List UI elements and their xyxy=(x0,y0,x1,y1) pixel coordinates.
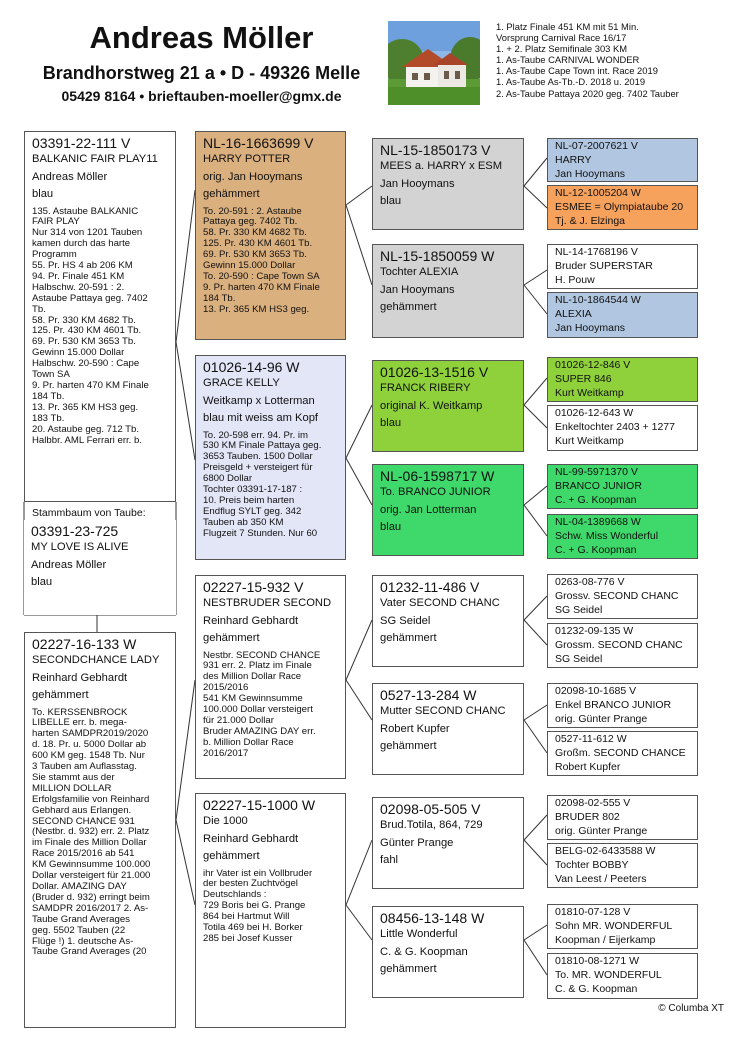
achievement-item: 1. As-Taube CARNIVAL WONDER xyxy=(496,54,640,66)
ring-number: NL-10-1864544 W xyxy=(555,294,641,306)
feather-color: blau mit weiss am Kopf xyxy=(203,412,319,424)
pigeon-name: Vater SECOND CHANC xyxy=(380,597,500,609)
pedigree-card-gen3[interactable] xyxy=(372,360,524,452)
feather-color: gehämmert xyxy=(380,632,437,644)
pedigree-card-gen4[interactable] xyxy=(547,683,698,728)
pedigree-card-dam-dam[interactable] xyxy=(195,793,346,1028)
owner: C. + G. Koopman xyxy=(555,494,637,506)
achievement-item: Vorsprung Carnival Race 16/17 xyxy=(496,32,627,44)
pigeon-name: Tochter BOBBY xyxy=(555,859,629,871)
ring-number: NL-07-2007621 V xyxy=(555,140,638,152)
feather-color: blau xyxy=(32,188,54,200)
ring-number: 02227-16-133 W xyxy=(32,636,137,652)
ring-number: BELG-02-6433588 W xyxy=(555,845,656,857)
pigeon-name: MY LOVE IS ALIVE xyxy=(31,541,129,553)
pigeon-name: MEES a. HARRY x ESM xyxy=(380,160,503,172)
owner: Reinhard Gebhardt xyxy=(203,614,299,627)
ring-number: 01810-07-128 V xyxy=(555,906,631,918)
pedigree-card-gen4[interactable] xyxy=(547,185,698,230)
performance-notes: To. KERSSENBROCK LIBELLE err. b. mega- harten SAMDPR2019/2020 d. 18. Pr. u. 5000 Dollar ab 600 KM geg. 1548 Tb. Nur 3 Tauben am Auflasstag. Sie stammt aus der MILLION DOLLAR Erfolgsfamilie von Reinhard Gebhard aus Erlangen. SECOND CHANCE 931 (Nestbr. d. 932) err. 2. Platz im Finale des Million Dollar Race 2015/2016 ab 541 KM Gewinnsumme 100.000 Dollar versteigert für 21.000 Dollar. AMAZING DAY (Bruder d. 932) erringt beim SAMDPR 2016/2017 2. As- Taube Grand Averages geg. 5502 Tauben (22 Flüge !) 1. deutsche As- Taube Grand Averages (20 xyxy=(32,706,151,958)
owner: Tj. & J. Elzinga xyxy=(555,215,626,227)
owner: Andreas Möller xyxy=(32,170,108,183)
pigeon-name: Mutter SECOND CHANC xyxy=(380,705,506,717)
pigeon-name: Brud.Totila, 864, 729 xyxy=(380,819,483,831)
pigeon-name: BRUDER 802 xyxy=(555,811,620,823)
copyright-notice: © Columba XT xyxy=(658,1003,724,1014)
performance-notes: 135. Astaube BALKANIC FAIR PLAY Nur 314 von 1201 Tauben kamen durch das harte Programm 55. Pr. HS 4 ab 206 KM 94. Pr. Finale 451 KM Halbschw. 20-591 : 2. Astaube Pattaya geg. 7402 Tb. 58. Pr. 330 KM 4682 Tb. 125. Pr. 430 KM 4601 Tb. 69. Pr. 530 KM 3653 Tb. Gewinn 15.000 Dollar Halbschw. 20-590 : Cape Town SA 9. Pr. harten 470 KM Finale 184 Tb. 13. Pr. 365 KM HS3 geg. 183 Tb. 20. Astaube geg. 712 Tb. Halbbr. AML Ferrari err. b. xyxy=(32,205,149,446)
ring-number: 01026-12-846 V xyxy=(555,359,631,371)
owner: Andreas Möller xyxy=(31,558,107,571)
pedigree-card-gen4[interactable] xyxy=(547,623,698,668)
pigeon-name: Little Wonderful xyxy=(380,928,458,940)
ring-number: 02227-15-932 V xyxy=(203,579,304,595)
performance-notes: To. 20-591 : 2. Astaube Pattaya geg. 7402 Tb. 58. Pr. 330 KM 4682 Tb. 125. Pr. 430 KM 4601 Tb. 69. Pr. 530 KM 3653 Tb. Gewinn 15.000 Dollar To. 20-590 : Cape Town SA 9. Pr. harten 470 KM Finale 184 Tb. 13. Pr. 365 KM HS3 geg. xyxy=(203,205,320,315)
performance-notes: Nestbr. SECOND CHANCE 931 err. 2. Platz im Finale des Million Dollar Race 2015/2016 541 KM Gewinnsumme 100.000 Dollar versteigert für 21.000 Dollar Bruder AMAZING DAY err. b. Million Dollar Race 2016/2017 xyxy=(203,649,321,759)
feather-color: gehämmert xyxy=(380,301,437,313)
breeder-address: Brandhorstweg 21 a • D - 49326 Melle xyxy=(42,63,361,83)
ring-number: 01026-14-96 W xyxy=(203,359,300,375)
ring-number: NL-99-5971370 V xyxy=(555,466,638,478)
owner: Jan Hooymans xyxy=(380,283,455,296)
owner: SG Seidel xyxy=(380,614,431,627)
pedigree-card-gen3[interactable] xyxy=(372,464,524,556)
feather-color: gehämmert xyxy=(203,632,260,644)
pigeon-name: To. MR. WONDERFUL xyxy=(555,969,662,981)
pigeon-name: Grossv. SECOND CHANC xyxy=(555,590,679,602)
owner: C. & G. Koopman xyxy=(555,983,638,995)
ring-number: 01810-08-1271 W xyxy=(555,955,640,967)
ring-number: 02098-02-555 V xyxy=(555,797,631,809)
owner: original K. Weitkamp xyxy=(380,399,483,412)
ring-number: NL-15-1850173 V xyxy=(380,142,491,158)
owner: orig. Jan Lotterman xyxy=(380,503,477,516)
ring-number: NL-06-1598717 W xyxy=(380,468,495,484)
pedigree-card-sire[interactable] xyxy=(24,131,176,502)
ring-number: 08456-13-148 W xyxy=(380,910,485,926)
pedigree-card-gen4[interactable] xyxy=(547,244,698,289)
pedigree-card-gen4[interactable] xyxy=(547,138,698,182)
owner: orig. Jan Hooymans xyxy=(203,170,303,183)
feather-color: gehämmert xyxy=(203,850,260,862)
owner: Robert Kupfer xyxy=(380,722,450,735)
achievement-item: 1. As-Taube As-Tb.-D. 2018 u. 2019 xyxy=(496,76,646,88)
feather-color: blau xyxy=(31,576,53,588)
pedigree-card-gen4[interactable] xyxy=(547,904,698,949)
pigeon-name: Schw. Miss Wonderful xyxy=(555,530,659,542)
pigeon-name: Sohn MR. WONDERFUL xyxy=(555,920,673,932)
owner: orig. Günter Prange xyxy=(555,713,648,725)
breeder-name: Andreas Möller xyxy=(89,20,314,55)
ring-number: 01232-11-486 V xyxy=(380,579,480,595)
pigeon-name: HARRY POTTER xyxy=(203,153,291,165)
owner: Jan Hooymans xyxy=(555,322,626,334)
ring-number: NL-14-1768196 V xyxy=(555,246,638,258)
owner: Reinhard Gebhardt xyxy=(32,671,128,684)
pigeon-name: BRANCO JUNIOR xyxy=(555,480,642,492)
ring-number: 0527-11-612 W xyxy=(555,733,627,745)
owner: Jan Hooymans xyxy=(380,177,455,190)
breeder-contact: 05429 8164 • brieftauben-moeller@gmx.de xyxy=(61,88,342,104)
ring-number: 03391-23-725 xyxy=(31,523,119,539)
ring-number: 01026-12-643 W xyxy=(555,407,634,419)
pigeon-name: HARRY xyxy=(555,154,592,166)
pigeon-name: FRANCK RIBERY xyxy=(380,382,471,394)
achievement-item: 1. As-Taube Cape Town int. Race 2019 xyxy=(496,65,658,77)
pedigree-card-sire-dam[interactable] xyxy=(195,355,346,560)
achievement-item: 1. Platz Finale 451 KM mit 51 Min. xyxy=(496,21,639,32)
stammbaum-label: Stammbaum von Taube: xyxy=(32,507,146,519)
pedigree-card-gen4[interactable] xyxy=(547,731,698,776)
pedigree-card-gen3[interactable] xyxy=(372,244,524,338)
pedigree-card-dam-sire[interactable] xyxy=(195,575,346,779)
owner: SG Seidel xyxy=(555,653,603,665)
feather-color: blau xyxy=(380,417,402,429)
owner: Kurt Weitkamp xyxy=(555,435,624,447)
pedigree-card-gen3[interactable] xyxy=(372,683,524,775)
feather-color: gehämmert xyxy=(380,740,437,752)
pigeon-name: Bruder SUPERSTAR xyxy=(555,260,653,272)
pedigree-card-gen4[interactable] xyxy=(547,843,698,888)
owner: Weitkamp x Lotterman xyxy=(203,394,315,407)
ring-number: 03391-22-111 V xyxy=(32,135,131,151)
pigeon-name: Großm. SECOND CHANCE xyxy=(555,747,686,759)
pedigree-card-gen3[interactable] xyxy=(372,575,524,667)
pedigree-card-gen4[interactable] xyxy=(547,405,698,451)
pedigree-card-gen4[interactable] xyxy=(547,464,698,509)
feather-color: gehämmert xyxy=(380,963,437,975)
owner: SG Seidel xyxy=(555,604,603,616)
pigeon-name: BALKANIC FAIR PLAY11 xyxy=(32,153,158,165)
pedigree-card-gen4[interactable] xyxy=(547,292,698,338)
ring-number: 02227-15-1000 W xyxy=(203,797,316,813)
pedigree-card-gen3[interactable] xyxy=(372,797,524,889)
pedigree-card-gen4[interactable] xyxy=(547,795,698,840)
pigeon-name: Enkel BRANCO JUNIOR xyxy=(555,699,672,711)
pigeon-name: SECONDCHANCE LADY xyxy=(32,654,160,666)
pigeon-name: To. BRANCO JUNIOR xyxy=(380,486,491,498)
ring-number: 02098-10-1685 V xyxy=(555,685,637,697)
feather-color: fahl xyxy=(380,854,399,866)
pedigree-card-gen4[interactable] xyxy=(547,514,698,559)
owner: Reinhard Gebhardt xyxy=(203,832,299,845)
ring-number: NL-12-1005204 W xyxy=(555,187,641,199)
pedigree-card-dam[interactable] xyxy=(24,632,176,1028)
pigeon-name: ESMEE = Olympiataube 20 xyxy=(555,201,684,213)
pedigree-card-gen3[interactable] xyxy=(372,138,524,230)
owner: C. + G. Koopman xyxy=(555,544,637,556)
feather-color: gehämmert xyxy=(32,689,89,701)
ring-number: 01232-09-135 W xyxy=(555,625,634,637)
ring-number: NL-16-1663699 V xyxy=(203,135,314,151)
achievement-item: 2. As-Taube Pattaya 2020 geg. 7402 Tauber xyxy=(496,87,679,99)
pedigree-card-gen3[interactable] xyxy=(372,906,524,998)
pigeon-name: NESTBRUDER SECOND xyxy=(203,597,332,609)
feather-color: blau xyxy=(380,521,402,533)
achievement-item: 1. + 2. Platz Semifinale 303 KM xyxy=(496,43,628,55)
owner: Jan Hooymans xyxy=(555,168,626,180)
pigeon-name: Enkeltochter 2403 + 1277 xyxy=(555,421,675,433)
ring-number: 01026-13-1516 V xyxy=(380,364,489,380)
pedigree-card-sire-sire[interactable] xyxy=(195,131,346,340)
pedigree-card-gen4[interactable] xyxy=(547,357,698,402)
pigeon-name: ALEXIA xyxy=(555,308,592,320)
owner: orig. Günter Prange xyxy=(555,825,648,837)
ring-number: 0527-13-284 W xyxy=(380,687,477,703)
owner: H. Pouw xyxy=(555,274,595,286)
pigeon-name: SUPER 846 xyxy=(555,373,612,385)
pedigree-card-gen4[interactable] xyxy=(547,953,698,999)
performance-notes: ihr Vater ist ein Vollbruder der besten Zuchtvögel Deutschlands : 729 Boris bei G. Prange 864 bei Hartmut Will Totila 469 bei H. Borker 285 bei Josef Kusser xyxy=(203,867,313,944)
ring-number: NL-15-1850059 W xyxy=(380,248,495,264)
pigeon-name: Tochter ALEXIA xyxy=(380,266,459,278)
owner: Robert Kupfer xyxy=(555,761,621,773)
owner: Günter Prange xyxy=(380,836,454,849)
pedigree-card-subject[interactable] xyxy=(24,520,176,615)
performance-notes: To. 20-598 err. 94. Pr. im 530 KM Finale Pattaya geg. 3653 Tauben. 1500 Dollar Preisgeld + versteigert für 6800 Dollar Tochter 03391-17-187 : 10. Preis beim harten Endflug SYLT geg. 342 Tauben ab 350 KM Flugzeit 7 Stunden. Nur 60 xyxy=(203,429,322,539)
ring-number: 02098-05-505 V xyxy=(380,801,481,817)
pigeon-name: GRACE KELLY xyxy=(203,377,280,389)
ring-number: NL-04-1389668 W xyxy=(555,516,641,528)
owner: Koopman / Eijerkamp xyxy=(555,934,656,946)
feather-color: gehämmert xyxy=(203,188,260,200)
ring-number: 0263-08-776 V xyxy=(555,576,625,588)
pigeon-name: Die 1000 xyxy=(203,815,248,827)
owner: Van Leest / Peeters xyxy=(555,873,647,885)
pigeon-name: Grossm. SECOND CHANC xyxy=(555,639,683,651)
owner: Kurt Weitkamp xyxy=(555,387,624,399)
pedigree-card-gen4[interactable] xyxy=(547,574,698,619)
owner: C. & G. Koopman xyxy=(380,945,468,958)
feather-color: blau xyxy=(380,195,402,207)
